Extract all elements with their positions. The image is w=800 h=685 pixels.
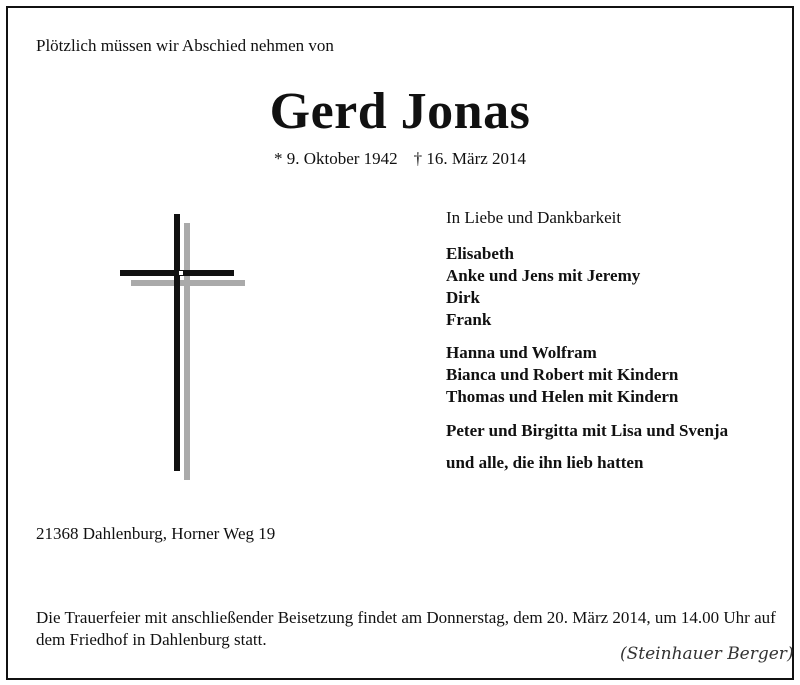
mourner-line: Peter und Birgitta mit Lisa und Svenja [446, 421, 729, 440]
address-text: 21368 Dahlenburg, Horner Weg 19 [36, 524, 276, 543]
cross-center [179, 271, 183, 275]
mourner-line: Anke und Jens mit Jeremy [446, 266, 641, 285]
love-line: In Liebe und Dankbarkeit [446, 208, 622, 227]
stonemason-logo: (Steinhauer Berger) [620, 644, 794, 664]
cross-shadow-horizontal [131, 280, 245, 286]
mourner-line: Bianca und Robert mit Kindern [446, 365, 679, 384]
mourner-line: Dirk [446, 288, 480, 307]
mourner-line: Frank [446, 310, 492, 329]
mourner-line: Thomas und Helen mit Kindern [446, 387, 679, 406]
intro-text: Plötzlich müssen wir Abschied nehmen von [36, 36, 334, 55]
mourner-line: Elisabeth [446, 244, 515, 263]
mourner-line: Hanna und Wolfram [446, 343, 597, 362]
mourners-group-2 [446, 342, 678, 408]
mourners-group-3 [446, 420, 728, 442]
death-date: † 16. März 2014 [413, 149, 527, 168]
mourner-line: und alle, die ihn lieb hatten [446, 453, 644, 472]
deceased-name: Gerd Jonas [269, 83, 531, 140]
cross-shadow-vertical [184, 223, 190, 480]
ceremony-text: Die Trauerfeier mit anschließender Beisetzung findet am Donnerstag, dem 20. März 2014, um 14.00 Uhr auf dem Friedhof in Dahlenburg statt. [36, 608, 776, 649]
cross-horizontal [120, 270, 234, 276]
birth-date: * 9. Oktober 1942 [273, 149, 398, 168]
mourners-group-1 [446, 243, 640, 331]
logo-text: Steinhauer Berger [626, 644, 787, 664]
mourners-group-4 [446, 452, 643, 474]
cross-vertical [174, 214, 180, 471]
